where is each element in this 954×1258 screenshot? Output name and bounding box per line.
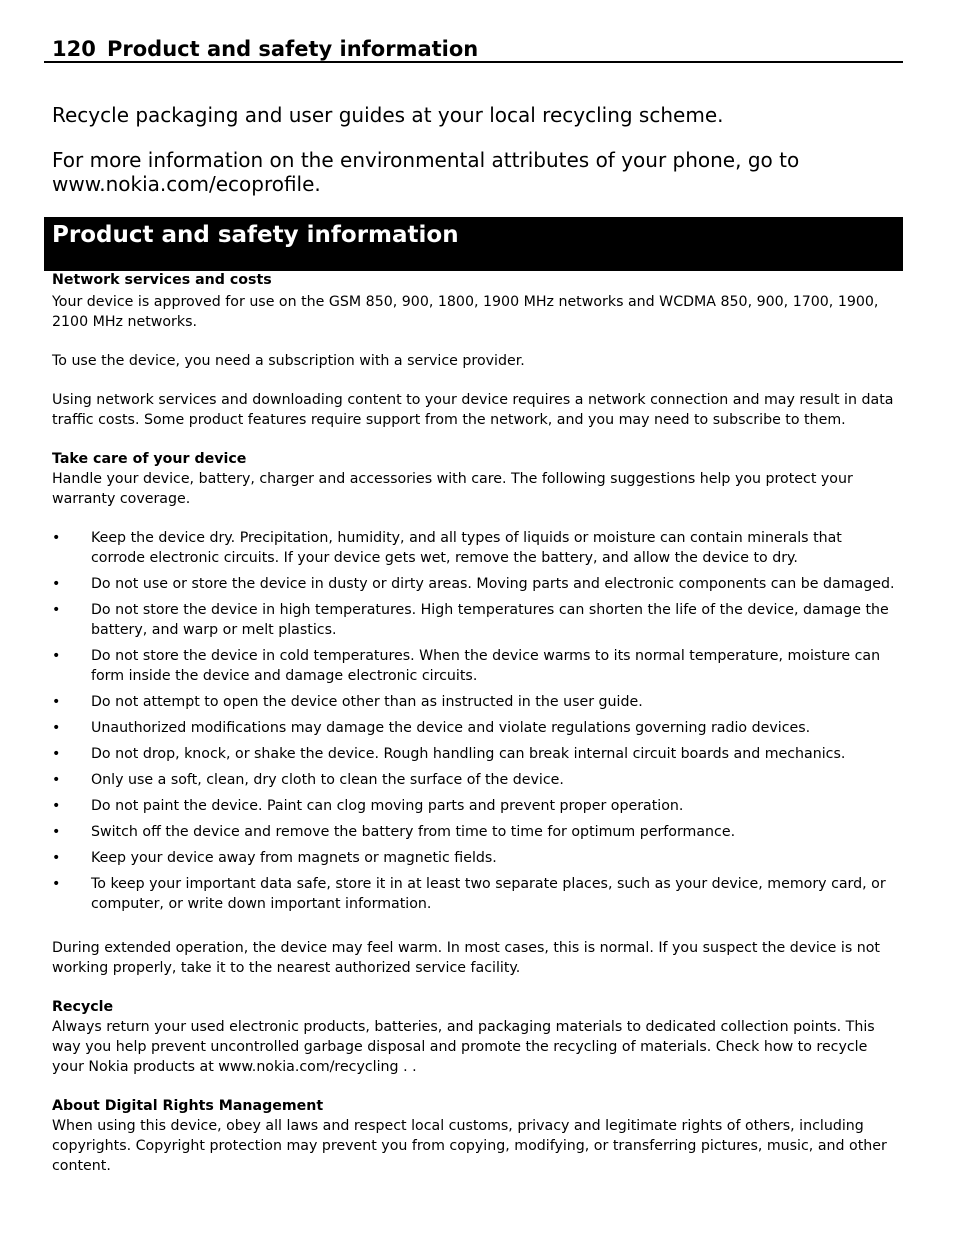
heading-take-care: Take care of your device [52,451,247,467]
heading-drm: About Digital Rights Management [52,1098,324,1114]
network-paragraph-1: Your device is approved for use on the GSM 850, 900, 1800, 1900 MHz networks and WCDMA 850, 900, 1700, 1900, 2100 MHz networks. [52,294,879,330]
care-bullet-list [52,528,898,914]
bullet-dot: • [52,530,61,546]
list-item: • Do not paint the device. Paint can clog moving parts and prevent proper operation. [52,798,684,814]
page-header [44,36,903,63]
intro-ecoprofile: For more information on the environmental attributes of your phone, go to www.nokia.com/ecoprofile. [52,148,800,196]
list-item: • Do not use or store the device in dusty or dirty areas. Moving parts and electronic components can be damaged. [52,576,895,592]
section-title: Product and safety information [52,222,459,248]
care-closing: During extended operation, the device may feel warm. In most cases, this is normal. If you suspect the device is not working properly, take it to the nearest authorized service facility. [52,940,880,976]
list-item: • Do not store the device in high temperatures. High temperatures can shorten the life of the device, damage the battery, and warp or melt plastics. [52,602,889,638]
care-intro: Handle your device, battery, charger and accessories with care. The following suggestions help you protect your warranty coverage. [52,471,853,507]
bullet-dot: • [52,850,61,866]
list-item: • Do not attempt to open the device other than as instructed in the user guide. [52,694,643,710]
intro-recycle-packaging: Recycle packaging and user guides at your local recycling scheme. [52,103,724,127]
list-item: • To keep your important data safe, store it in at least two separate places, such as your device, memory card, or computer, or write down important information. [52,876,886,912]
list-item: • Do not drop, knock, or shake the device. Rough handling can break internal circuit boards and mechanics. [52,746,846,762]
bullet-dot: • [52,648,61,664]
list-item: • Keep the device dry. Precipitation, humidity, and all types of liquids or moisture can contain minerals that corrode electronic circuits. If your device gets wet, remove the battery, and allow the device to dry. [52,530,842,566]
bullet-dot: • [52,798,61,814]
list-item: • Unauthorized modifications may damage the device and violate regulations governing radio devices. [52,720,811,736]
page-number: 120 [52,37,96,61]
heading-recycle: Recycle [52,999,114,1015]
bullet-dot: • [52,576,61,592]
bullet-dot: • [52,694,61,710]
bullet-dot: • [52,772,61,788]
list-item: • Keep your device away from magnets or magnetic fields. [52,850,497,866]
bullet-dot: • [52,746,61,762]
network-paragraph-3: Using network services and downloading content to your device requires a network connection and may result in data traffic costs. Some product features require support from the network, and you may need to subscribe to them. [52,392,894,428]
list-item: • Do not store the device in cold temperatures. When the device warms to its normal temperature, moisture can form inside the device and damage electronic circuits. [52,648,881,684]
main-content [52,270,898,1176]
recycle-text: Always return your used electronic products, batteries, and packaging materials to dedicated collection points. This way you help prevent uncontrolled garbage disposal and promote the recycling of materials. Check how to recycle your Nokia products at www.nokia.com/recycling . . [52,1019,875,1075]
network-paragraph-2: To use the device, you need a subscription with a service provider. [52,353,525,369]
bullet-dot: • [52,824,61,840]
heading-network-services: Network services and costs [52,272,272,288]
bullet-dot: • [52,602,61,618]
bullet-dot: • [52,720,61,736]
bullet-dot: • [52,876,61,892]
drm-text: When using this device, obey all laws and respect local customs, privacy and legitimate rights of others, including copyrights. Copyright protection may prevent you from copying, modifying, or transferring pictures, music, and other content. [52,1118,887,1174]
list-item: • Switch off the device and remove the battery from time to time for optimum performance. [52,824,736,840]
list-item: • Only use a soft, clean, dry cloth to clean the surface of the device. [52,772,564,788]
section-banner [44,217,903,271]
running-title: Product and safety information [107,37,479,61]
